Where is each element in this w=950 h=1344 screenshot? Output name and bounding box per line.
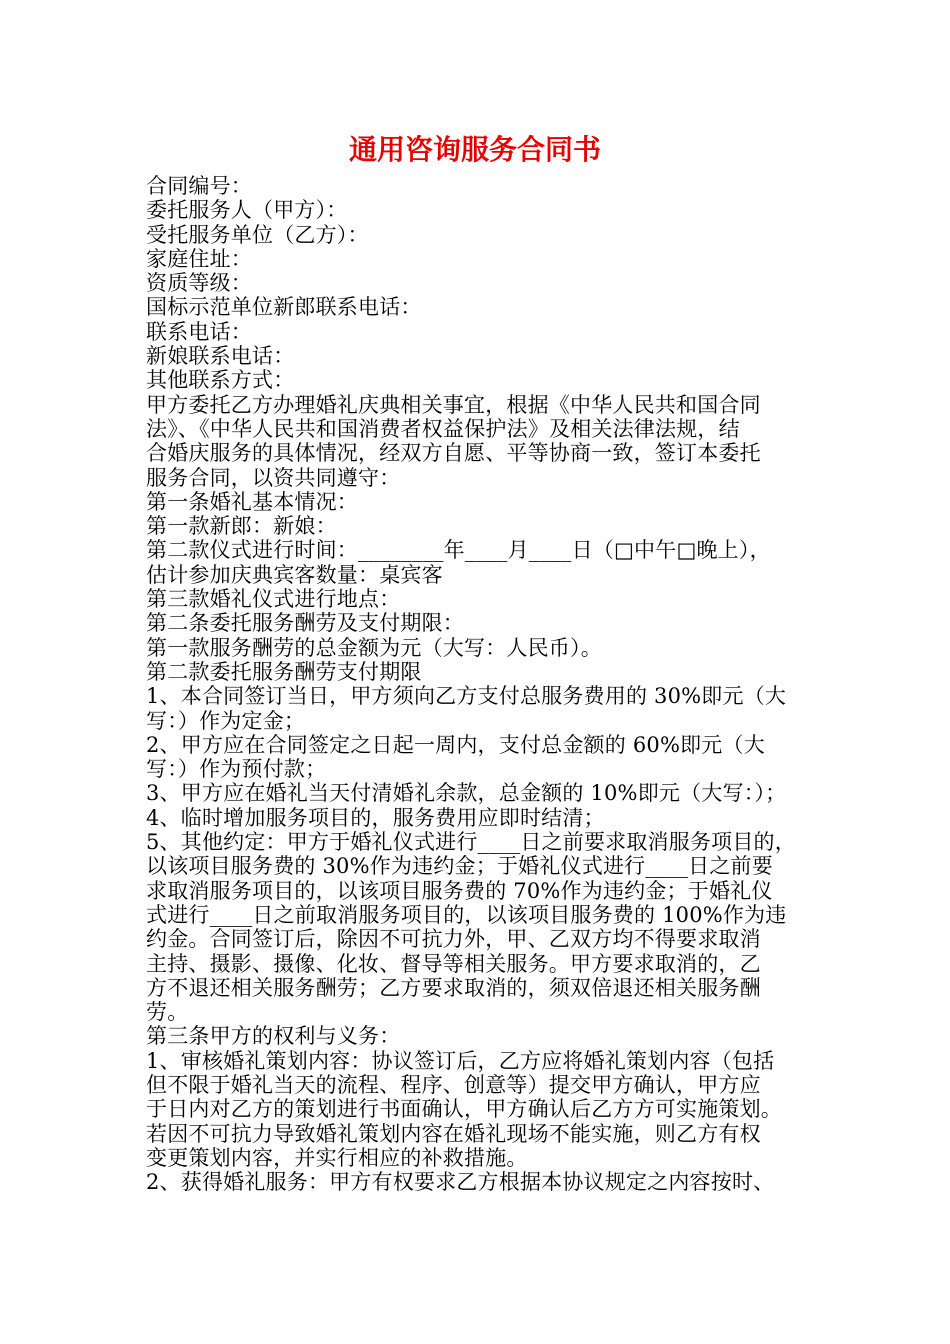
text-line: 受托服务单位（乙方）： bbox=[146, 222, 369, 247]
document-title: 通用咨询服务合同书 bbox=[348, 133, 601, 166]
text-line: 但不限于婚礼当天的流程、程序、创意等）提交甲方确认，甲方应 bbox=[146, 1072, 761, 1097]
text-line: 第一款服务酬劳的总金额为元（大写：人民币）。 bbox=[146, 635, 602, 660]
text-line: 于日内对乙方的策划进行书面确认，甲方确认后乙方方可实施策划。 bbox=[146, 1097, 782, 1122]
text-line: 5、其他约定：甲方于婚礼仪式进行____日之前要求取消服务项目的， bbox=[146, 830, 796, 855]
text-line: 法》、《中华人民共和国消费者权益保护法》及相关法律法规，结 bbox=[146, 416, 740, 441]
text-line: 写：）作为预付款； bbox=[146, 757, 327, 782]
text-line: 方不退还相关服务酬劳；乙方要求取消的，须双倍退还相关服务酬 bbox=[146, 975, 761, 1000]
text-line: 第二条委托服务酬劳及支付期限： bbox=[146, 611, 464, 636]
text-line: 合同编号： bbox=[146, 174, 252, 198]
text-line: 1、审核婚礼策划内容：协议签订后，乙方应将婚礼策划内容（包括 bbox=[146, 1048, 775, 1073]
text-line: 第三条甲方的权利与义务： bbox=[146, 1024, 401, 1049]
text-line: 资质等级： bbox=[146, 271, 252, 296]
text-line: 甲方委托乙方办理婚礼庆典相关事宜，根据《中华人民共和国合同 bbox=[146, 392, 761, 417]
text-line: 求取消服务项目的，以该项目服务费的 70%作为违约金；于婚礼仪 bbox=[146, 878, 773, 903]
text-line: 国标示范单位新郎联系电话： bbox=[146, 295, 422, 320]
document-body bbox=[146, 174, 818, 1194]
text-line: 家庭住址： bbox=[146, 246, 252, 271]
text-line: 4、临时增加服务项目的，服务费用应即时结清； bbox=[146, 805, 605, 830]
text-line: 第一条婚礼基本情况： bbox=[146, 489, 358, 514]
text-line: 第一款新郎：新娘： bbox=[146, 514, 337, 539]
text-line: 第二款委托服务酬劳支付期限 bbox=[146, 659, 422, 684]
text-line: 联系电话： bbox=[146, 319, 252, 344]
text-line: 服务合同，以资共同遵守： bbox=[146, 465, 401, 490]
text-line: 新娘联系电话： bbox=[146, 344, 295, 369]
text-line: 2、获得婚礼服务：甲方有权要求乙方根据本协议规定之内容按时、 bbox=[146, 1170, 775, 1195]
text-line: 若因不可抗力导致婚礼策划内容在婚礼现场不能实施，则乙方有权 bbox=[146, 1121, 761, 1146]
text-line: 以该项目服务费的 30%作为违约金；于婚礼仪式进行____日之前要 bbox=[146, 854, 773, 879]
text-line: 变更策划内容，并实行相应的补救措施。 bbox=[146, 1145, 528, 1170]
text-line: 写：）作为定金； bbox=[146, 708, 306, 733]
text-line: 合婚庆服务的具体情况，经双方自愿、平等协商一致，签订本委托 bbox=[146, 441, 761, 466]
text-line: 2、甲方应在合同签定之日起一周内，支付总金额的 60%即元（大 bbox=[146, 732, 765, 757]
text-line: 第二款仪式进行时间：________年____月____日（□中午□晚上）， bbox=[146, 538, 771, 563]
text-line: 估计参加庆典宾客数量：桌宾客 bbox=[146, 562, 443, 587]
text-line: 主持、摄影、摄像、化妆、督导等相关服务。甲方要求取消的，乙 bbox=[146, 951, 761, 976]
text-line: 约金。合同签订后，除因不可抗力外，甲、乙双方均不得要求取消 bbox=[146, 927, 761, 952]
text-line: 3、甲方应在婚礼当天付清婚礼余款，总金额的 10%即元（大写：）； bbox=[146, 781, 787, 806]
text-line: 式进行____日之前取消服务项目的，以该项目服务费的 100%作为违 bbox=[146, 902, 787, 927]
text-line: 其他联系方式： bbox=[146, 368, 295, 393]
text-line: 劳。 bbox=[146, 1000, 189, 1025]
text-line: 第三款婚礼仪式进行地点： bbox=[146, 587, 401, 612]
text-line: 1、本合同签订当日，甲方须向乙方支付总服务费用的 30%即元（大 bbox=[146, 684, 787, 709]
text-line: 委托服务人（甲方）： bbox=[146, 198, 348, 223]
